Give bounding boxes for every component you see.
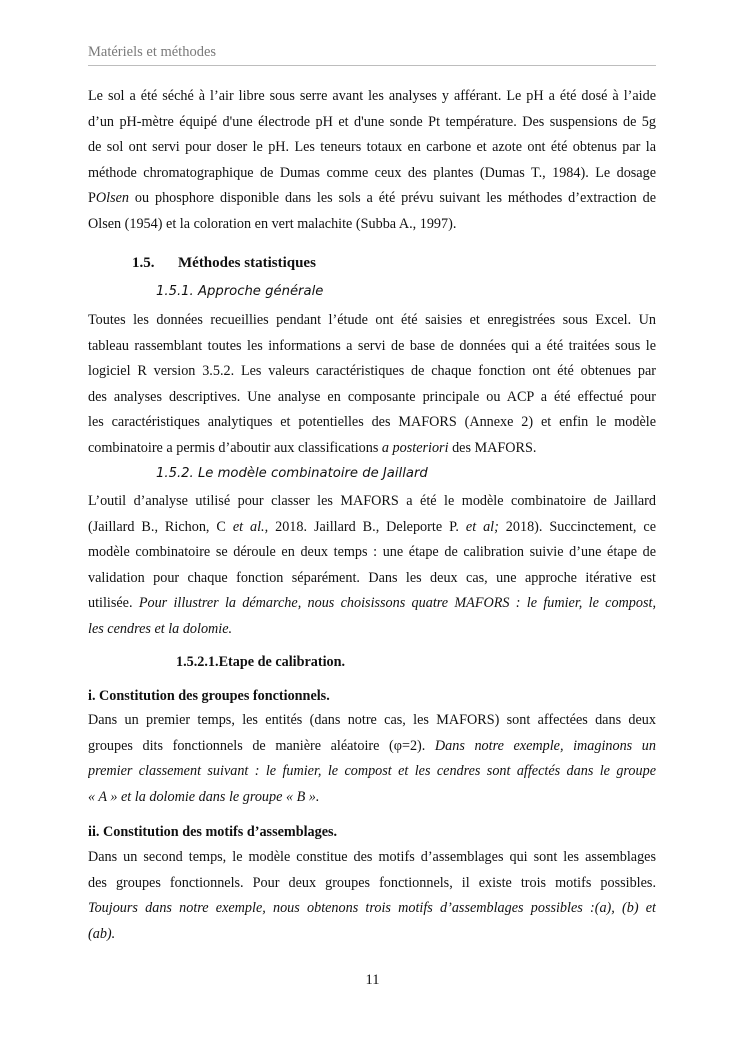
- text-line: des analyses descriptives. Une analyse en composante principale ou ACP a été effectué pour: [88, 388, 656, 405]
- text-line: utilisée. Pour illustrer la démarche, nous choisissons quatre MAFORS : le fumier, le compost,: [88, 595, 656, 612]
- paragraph-soil-analysis: [88, 84, 656, 238]
- text-line: (ab).: [88, 925, 116, 942]
- text-line: groupes dits fonctionnels de manière aléatoire (φ=2). Dans notre exemple, imaginons un: [88, 737, 656, 754]
- text-line: modèle combinatoire se déroule en deux temps : une étape de calibration suivie d’une étape de: [88, 544, 656, 561]
- section-heading-1-5-2-1: 1.5.2.1.Etape de calibration.: [176, 654, 346, 670]
- text-line: Dans un premier temps, les entités (dans notre cas, les MAFORS) sont affectées dans deux: [88, 712, 656, 728]
- section-number: 1.5.: [132, 255, 155, 271]
- text-line: méthode chromatographique de Dumas comme ceux des plantes (Dumas T., 1984). Le dosage: [88, 164, 656, 181]
- text-line: (Jaillard B., Richon, C et al., 2018. Jaillard B., Deleporte P. et al; 2018). Succinctement, ce: [88, 518, 656, 535]
- running-header: Matériels et méthodes: [88, 44, 217, 60]
- section-title: Méthodes statistiques: [178, 255, 316, 271]
- text-line: « A » et la dolomie dans le groupe « B ».: [88, 788, 320, 805]
- text-line: les cendres et la dolomie.: [88, 620, 233, 637]
- paragraph-modele-combinatoire: [88, 489, 656, 643]
- text-line: des groupes fonctionnels. Pour deux groupes fonctionnels, il existe trois motifs possibles.: [88, 874, 656, 891]
- page-number: 11: [365, 972, 380, 988]
- section-heading-1-5: [132, 255, 316, 272]
- text-line: d’un pH-mètre équipé d'une électrode pH et d'une sonde Pt température. Des suspensions de 5g: [88, 113, 656, 130]
- text-line: Le sol a été séché à l’air libre sous serre avant les analyses y afférant. Le pH a été dosé à l’aide: [88, 88, 656, 104]
- paragraph-groupes-fonctionnels: [88, 708, 656, 810]
- text-line: combinatoire a permis d’aboutir aux classifications a posteriori des MAFORS.: [88, 439, 537, 456]
- text-line: les caractéristiques analytiques et potentielles des MAFORS (Annexe 2) et enfin le modèle: [88, 414, 656, 431]
- subheading-motifs-assemblages: ii. Constitution des motifs d’assemblages.: [88, 824, 338, 840]
- text-line: Toutes les données recueillies pendant l’étude ont été saisies et enregistrées sous Excel. Un: [88, 312, 656, 328]
- text-line: L’outil d’analyse utilisé pour classer les MAFORS a été le modèle combinatoire de Jaillard: [88, 493, 656, 509]
- text-line: validation pour chaque fonction séparément. Dans les deux cas, une approche itérative est: [88, 569, 656, 586]
- section-heading-1-5-2: 1.5.2. Le modèle combinatoire de Jaillard: [156, 466, 428, 481]
- text-line: premier classement suivant : le fumier, le compost et les cendres sont affectés dans le groupe: [88, 763, 656, 780]
- text-line: logiciel R version 3.5.2. Les valeurs caractéristiques de chaque fonction ont été obtenues par: [88, 363, 656, 380]
- section-heading-1-5-1: 1.5.1. Approche générale: [156, 284, 324, 299]
- text-line: POlsen ou phosphore disponible dans les sols a été prévu suivant les méthodes d’extraction de: [88, 190, 656, 207]
- paragraph-motifs-assemblages: [88, 845, 656, 947]
- subheading-groupes-fonctionnels: i. Constitution des groupes fonctionnels.: [88, 688, 330, 704]
- text-line: tableau rassemblant toutes les informations a servi de base de données qui a été traitées sous le: [88, 337, 656, 354]
- text-line: de sol ont servi pour doser le pH. Les teneurs totaux en carbone et azote ont été obtenus par la: [88, 139, 656, 156]
- text-line: Toujours dans notre exemple, nous obtenons trois motifs d’assemblages possibles :(a), (b) et: [88, 900, 656, 917]
- text-line: Olsen (1954) et la coloration en vert malachite (Subba A., 1997).: [88, 215, 457, 232]
- text-line: Dans un second temps, le modèle constitue des motifs d’assemblages qui sont les assemblages: [88, 849, 656, 865]
- header-rule: [88, 65, 656, 66]
- paragraph-approche-generale: [88, 308, 656, 462]
